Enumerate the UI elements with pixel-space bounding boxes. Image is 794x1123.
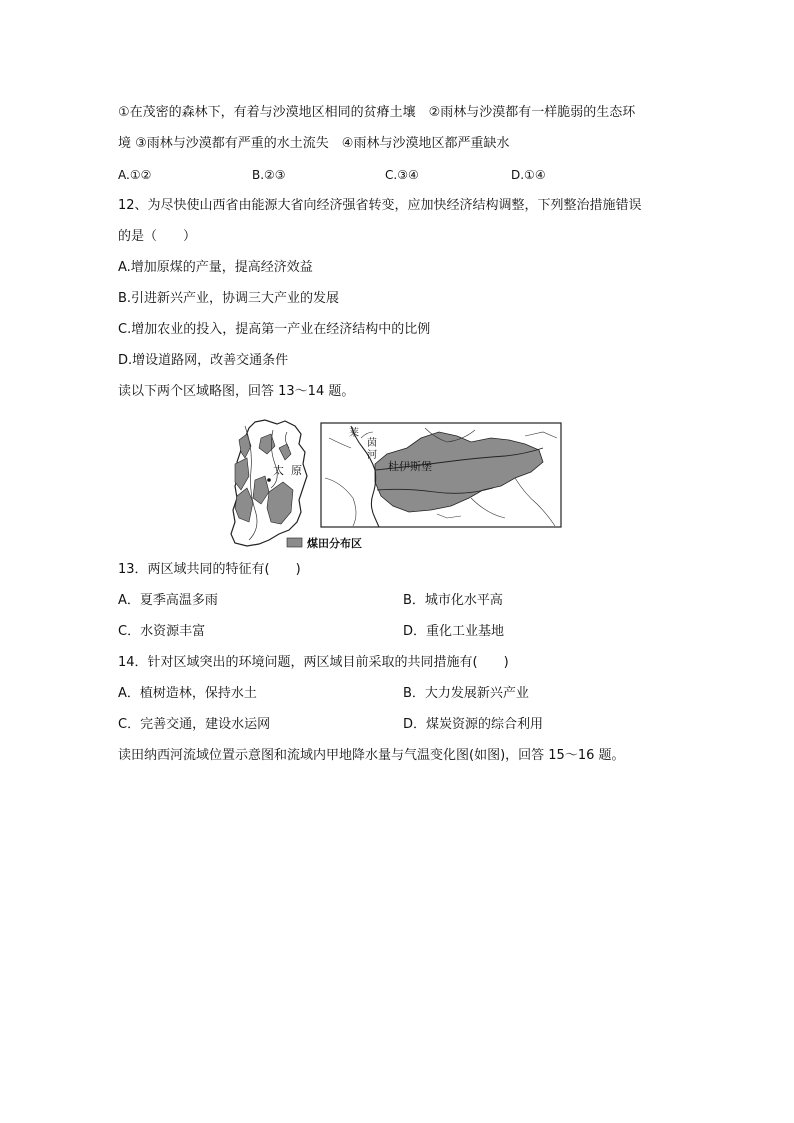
taiyuan-label-1: 太 (273, 464, 284, 477)
q11-option-a: A.①② (118, 168, 152, 182)
q12-option-a: A.增加原煤的产量，提高经济效益 (118, 260, 313, 275)
q13-option-b: B．城市化水平高 (403, 593, 503, 608)
duisburg-label: 杜伊斯堡 (388, 460, 432, 473)
map-legend (287, 536, 362, 550)
q12-option-b: B.引进新兴产业，协调三大产业的发展 (118, 291, 340, 306)
q13-option-d: D．重化工业基地 (403, 624, 505, 639)
q12-option-c: C.增加农业的投入，提高第一产业在经济结构中的比例 (118, 322, 431, 337)
q12-stem-line-1: 12、为尽快使山西省由能源大省向经济强省转变，应加快经济结构调整，下列整治措施错误 (118, 198, 642, 213)
taiyuan-label-2: 原 (291, 464, 302, 477)
q13-option-a: A．夏季高温多雨 (118, 593, 218, 608)
legend-swatch (287, 538, 302, 547)
q11-statement-line-2: 境 ③雨林与沙漠都有严重的水土流失 ④雨林与沙漠地区都严重缺水 (118, 136, 510, 151)
q11-statement-line-1: ①在茂密的森林下，有着与沙漠地区相同的贫瘠土壤 ②雨林与沙漠都有一样脆弱的生态环 (118, 105, 636, 120)
rhine-label-2: 茵 (367, 438, 377, 449)
q12-stem-line-2: 的是（ ） (118, 229, 197, 244)
rhine-label-1: 莱 (349, 428, 359, 439)
q14-option-c: C．完善交通，建设水运网 (118, 717, 271, 732)
q11-option-c: C.③④ (385, 168, 419, 182)
intro-15-16: 读田纳西河流域位置示意图和流域内甲地降水量与气温变化图(如图)，回答 15～16 题。 (118, 748, 625, 763)
q11-option-d: D.①④ (511, 168, 546, 182)
q11-option-b: B.②③ (252, 168, 286, 182)
q12-option-d: D.增设道路网，改善交通条件 (118, 353, 289, 368)
legend-label: 煤田分布区 (307, 537, 362, 550)
q13-option-c: C．水资源丰富 (118, 624, 206, 639)
intro-13-14: 读以下两个区域略图，回答 13～14 题。 (118, 384, 355, 399)
rhine-label-3: 河 (367, 450, 377, 461)
q14-option-b: B．大力发展新兴产业 (403, 686, 529, 701)
shanxi-map (231, 420, 307, 546)
q14-option-d: D．煤炭资源的综合利用 (403, 717, 544, 732)
region-maps-figure (225, 418, 570, 554)
ruhr-map (321, 423, 561, 527)
q13-stem: 13．两区域共同的特征有( ) (118, 562, 301, 577)
q14-stem: 14．针对区域突出的环境问题，两区域目前采取的共同措施有( ) (118, 655, 509, 670)
q14-option-a: A．植树造林，保持水土 (118, 686, 257, 701)
